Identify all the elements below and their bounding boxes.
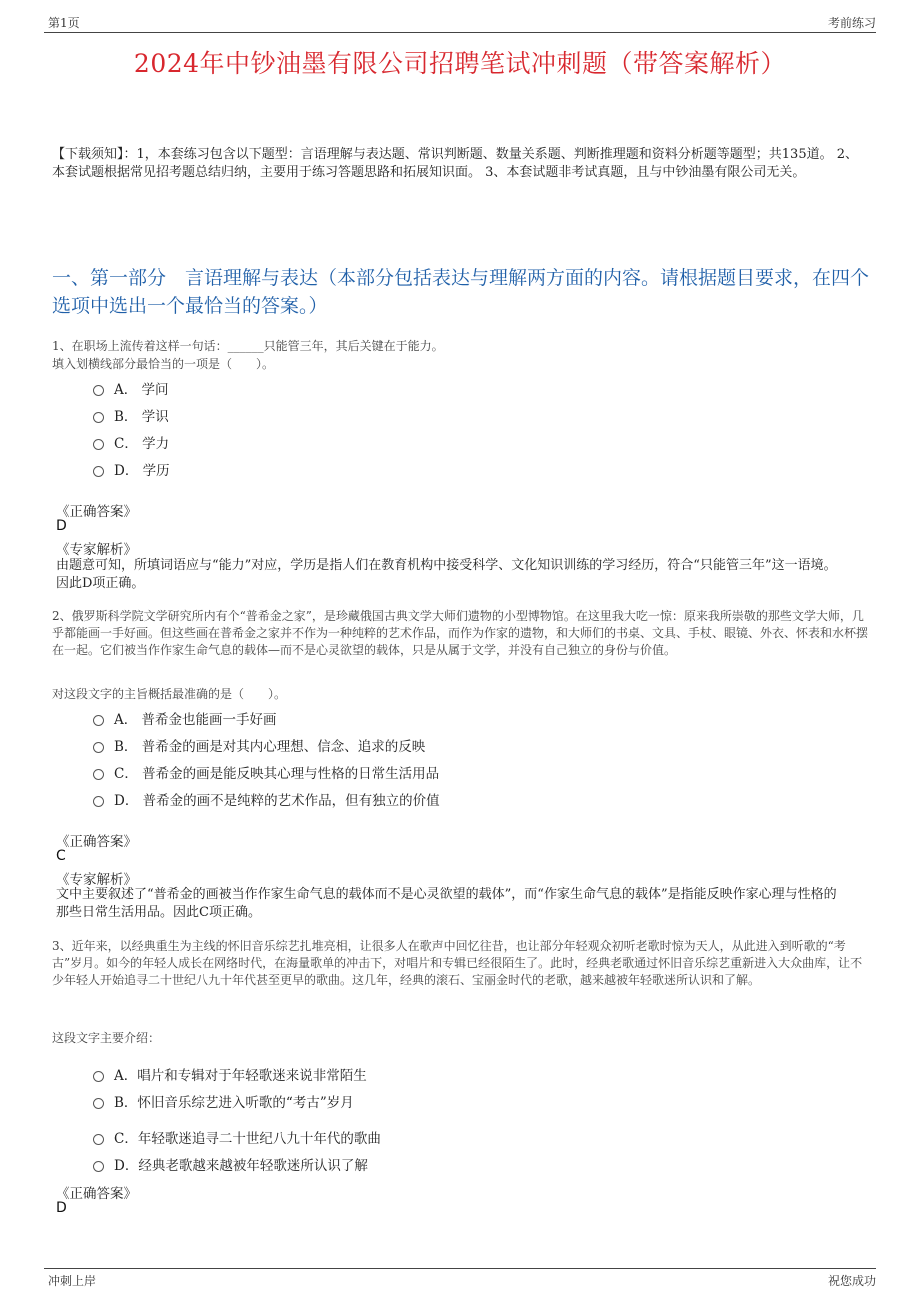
header-rule: [44, 32, 876, 33]
question-2-option-d[interactable]: D． 普希金的画不是纯粹的艺术作品，但有独立的价值: [93, 789, 440, 809]
analysis-label-2: 《专家解析》: [56, 872, 137, 888]
question-1-option-d[interactable]: D． 学历: [93, 459, 170, 479]
question-1-stem: 1、在职场上流传着这样一句话：______只能管三年，其后关键在于能力。: [52, 339, 444, 353]
footer-right: 祝您成功: [827, 1274, 876, 1288]
radio-icon[interactable]: [93, 1071, 104, 1082]
radio-icon[interactable]: [93, 1161, 104, 1172]
answer-3: D: [56, 1200, 67, 1216]
answer-label-3: 《正确答案》: [56, 1186, 137, 1202]
section-title: 一、第一部分 言语理解与表达（本部分包括表达与理解两方面的内容。请根据题目要求，在四个选项中选出一个最恰当的答案。）: [52, 267, 870, 317]
radio-icon[interactable]: [93, 769, 104, 780]
download-notice: 【下载须知】：1，本套练习包含以下题型：言语理解与表达题、常识判断题、数量关系题、判断推理题和资料分析题等题型；共135道。 2、本套试题根据常见招考题总结归纳，主要用于练习答题思路和拓展知识面。 3、本套试题非考试真题，且与中钞油墨有限公司无关。: [52, 147, 858, 180]
question-1-option-c[interactable]: C． 学力: [93, 432, 169, 452]
footer-rule: [44, 1268, 876, 1269]
radio-icon[interactable]: [93, 439, 104, 450]
question-3-option-c[interactable]: C．年轻歌迷追寻二十世纪八九十年代的歌曲: [93, 1127, 381, 1147]
radio-icon[interactable]: [93, 796, 104, 807]
question-2-option-b[interactable]: B． 普希金的画是对其内心理想、信念、追求的反映: [93, 735, 425, 755]
radio-icon[interactable]: [93, 1134, 104, 1145]
answer-1: D: [56, 518, 67, 534]
question-1-option-a[interactable]: A． 学问: [93, 378, 169, 398]
radio-icon[interactable]: [93, 715, 104, 726]
radio-icon[interactable]: [93, 742, 104, 753]
answer-label-2: 《正确答案》: [56, 834, 137, 850]
question-3-option-a[interactable]: A．唱片和专辑对于年轻歌迷来说非常陌生: [93, 1064, 367, 1084]
question-2-option-c[interactable]: C． 普希金的画是能反映其心理与性格的日常生活用品: [93, 762, 439, 782]
analysis-2: 文中主要叙述了“普希金的画被当作作家生命气息的载体而不是心灵欲望的载体”，而“作家生命气息的载体”是指能反映作家心理与性格的那些日常生活用品。因此C项正确。: [56, 887, 837, 920]
header-category: 考前练习: [827, 16, 876, 30]
analysis-1: 由题意可知，所填词语应与“能力”对应，学历是指人们在教育机构中接受科学、文化知识训练的学习经历，符合“只能管三年”这一语境。因此D项正确。: [56, 558, 837, 591]
question-3-option-b[interactable]: B．怀旧音乐综艺进入听歌的“考古”岁月: [93, 1091, 354, 1111]
question-1-prompt: 填入划横线部分最恰当的一项是（ ）。: [52, 357, 275, 371]
question-2-stem: 2、俄罗斯科学院文学研究所内有个“普希金之家”，是珍藏俄国古典文学大师们遗物的小型博物馆。在这里我大吃一惊：原来我所崇敬的那些文学大师，几乎都能画一手好画。但这些画在普希金之家并不作为一种纯粹的艺术作品，而作为作家的遗物，和大师们的书桌、文具、手杖、眼镜、外衣、怀表和水杯摆在一起。它们被当作作家生命气息的载体—而不是心灵欲望的载体，只是从属于文学，并没有自己独立的身份与价值。: [52, 609, 869, 657]
page-footer: [48, 1272, 876, 1290]
question-3-stem: 3、近年来，以经典重生为主线的怀旧音乐综艺扎堆亮相，让很多人在歌声中回忆往昔，也让部分年轻观众初听老歌时惊为天人，从此进入到听歌的“考古”岁月。如今的年轻人成长在网络时代，在海量歌单的冲击下，对唱片和专辑已经很陌生了。此时，经典老歌通过怀旧音乐综艺重新进入大众曲库，让不少年轻人开始追寻二十世纪八九十年代甚至更早的歌曲。这几年，经典的滚石、宝丽金时代的老歌，越来越被年轻歌迷所认识和了解。: [52, 939, 863, 987]
radio-icon[interactable]: [93, 466, 104, 477]
analysis-label-1: 《专家解析》: [56, 542, 137, 558]
answer-label-1: 《正确答案》: [56, 504, 137, 520]
question-2-option-a[interactable]: A． 普希金也能画一手好画: [93, 708, 277, 728]
answer-2: C: [56, 848, 66, 864]
page-number: 第1页: [48, 16, 80, 30]
radio-icon[interactable]: [93, 412, 104, 423]
radio-icon[interactable]: [93, 385, 104, 396]
page-title: 2024年中钞油墨有限公司招聘笔试冲刺题（带答案解析）: [133, 49, 787, 78]
page-header: [48, 14, 876, 32]
radio-icon[interactable]: [93, 1098, 104, 1109]
question-3-prompt: 这段文字主要介绍：: [52, 1031, 161, 1045]
question-1-option-b[interactable]: B． 学识: [93, 405, 169, 425]
question-3-option-d[interactable]: D．经典老歌越来越被年轻歌迷所认识了解: [93, 1154, 368, 1174]
question-2-prompt: 对这段文字的主旨概括最准确的是（ ）。: [52, 687, 287, 701]
footer-left: 冲刺上岸: [48, 1274, 97, 1288]
